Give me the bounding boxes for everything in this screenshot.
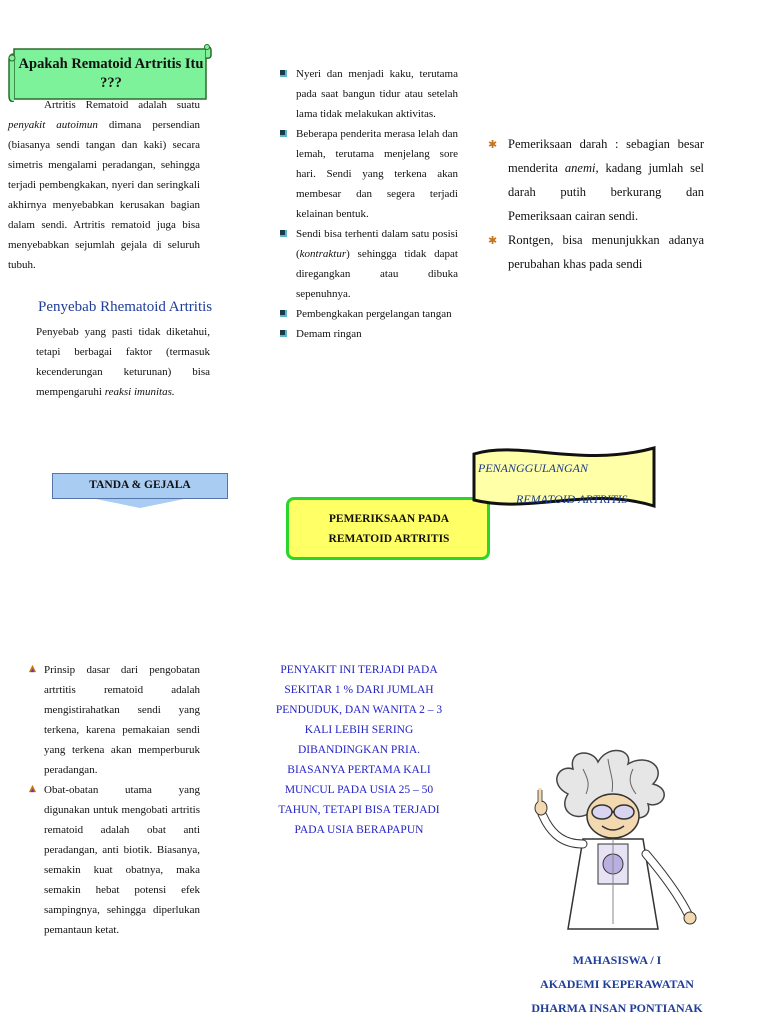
footer-line: DHARMA INSAN PONTIANAK — [531, 1001, 703, 1015]
prevalence-text: PENYAKIT INI TERJADI PADA SEKITAR 1 % DARI JUMLAH PENDUDUK, DAN WANITA 2 – 3 KALI LEBIH SERING DIBANDINGKAN PRIA. BIASANYA PERTAMA KALI MUNCUL PADA USIA 25 – 50 TAHUN, TETAPI BISA TERJADI PADA USIA BERAPAPUN — [275, 664, 443, 836]
symptom-list — [280, 64, 458, 344]
penyebab-paragraph — [36, 322, 210, 402]
square-bullet-icon — [280, 70, 287, 77]
arrow-bullet-icon — [28, 664, 37, 673]
symptom-item: Nyeri dan menjadi kaku, terutama pada saat bangun tidur atau setelah lama tidak melakukan aktivitas. — [280, 64, 458, 124]
intro-text-b: dimana persendian (biasanya sendi tangan dan kaki) secara simetris mengalami peradangan, sehingga terjadi pembengkakan, nyeri dan seringkali akhirnya menyebabkan kerusakan bagian dalam sendi. Artritis rematoid juga bisa menyebabkan sejumlah gejala di seluruh tubuh. — [8, 119, 200, 271]
square-bullet-icon — [280, 230, 287, 237]
pemeriksaan-label: PEMERIKSAAN PADA REMATOID ARTRITIS — [328, 513, 450, 545]
penyebab-heading: Penyebab Rhematoid Artritis — [38, 299, 213, 315]
treatment-list — [28, 660, 200, 940]
exam-item: ✱ Pemeriksaan darah : sebagian besar menderita anemi, kadang jumlah sel darah putih berkurang dan Pemeriksaan cairan sendi. — [488, 132, 704, 228]
star-bullet-icon: ✱ — [488, 235, 498, 247]
tanda-gejala-box: TANDA & GEJALA — [52, 473, 228, 499]
tanda-arrow-icon — [96, 499, 184, 508]
scroll-title: Apakah Rematoid Artritis Itu ??? — [18, 56, 204, 91]
symptom-item: Demam ringan — [280, 324, 458, 344]
intro-emphasis: penyakit autoimun — [8, 119, 98, 131]
symptom-item: Sendi bisa terhenti dalam satu posisi (kontraktur) sehingga tidak dapat diregangkan atau dibuka sepenuhnya. — [280, 224, 458, 304]
exam-list — [488, 132, 704, 276]
intro-text-a: Artritis Rematoid adalah suatu — [44, 99, 200, 111]
square-bullet-icon — [280, 310, 287, 317]
square-bullet-icon — [280, 130, 287, 137]
exam-item: ✱ Rontgen, bisa menunjukkan adanya perubahan khas pada sendi — [488, 228, 704, 276]
footer-line: AKADEMI KEPERAWATAN — [540, 977, 694, 991]
square-bullet-icon — [280, 330, 287, 337]
penyebab-emphasis: reaksi imunitas. — [104, 386, 175, 398]
footer-line: MAHASISWA / I — [572, 953, 662, 967]
treatment-item: Prinsip dasar dari pengobatan artrtitis rematoid adalah mengistirahatkan sendi yang terkena, karena pemakaian sendi yang terkena akan memperburuk peradangan. — [28, 660, 200, 780]
symptom-item: Beberapa penderita merasa lelah dan lemah, terutama menjelang sore hari. Sendi yang terkena akan membesar dan segera terjadi kelainan bentuk. — [280, 124, 458, 224]
author-footer — [514, 948, 720, 1020]
banner-line-2: REMATOID ARTRITIS — [516, 492, 628, 506]
symptom-item: Pembengkakan pergelangan tangan — [280, 304, 458, 324]
arrow-bullet-icon — [28, 784, 37, 793]
treatment-item: Obat-obatan utama yang digunakan untuk mengobati artritis rematoid adalah obat anti peradangan, anti biotik. Biasanya, semakin kuat obatnya, maka semakin hebat potensi efek sampingnya, sehingga diperlukan pemantaun ketat. — [28, 780, 200, 940]
scientist-cartoon-image — [528, 744, 708, 934]
penyebab-text: Penyebab yang pasti tidak diketahui, tetapi berbagai faktor (termasuk kecenderungan keturunan) bisa mempengaruhi — [36, 326, 210, 398]
banner-line-1: PENANGGULANGAN — [478, 461, 589, 475]
intro-paragraph — [8, 95, 200, 275]
star-bullet-icon: ✱ — [488, 139, 498, 151]
